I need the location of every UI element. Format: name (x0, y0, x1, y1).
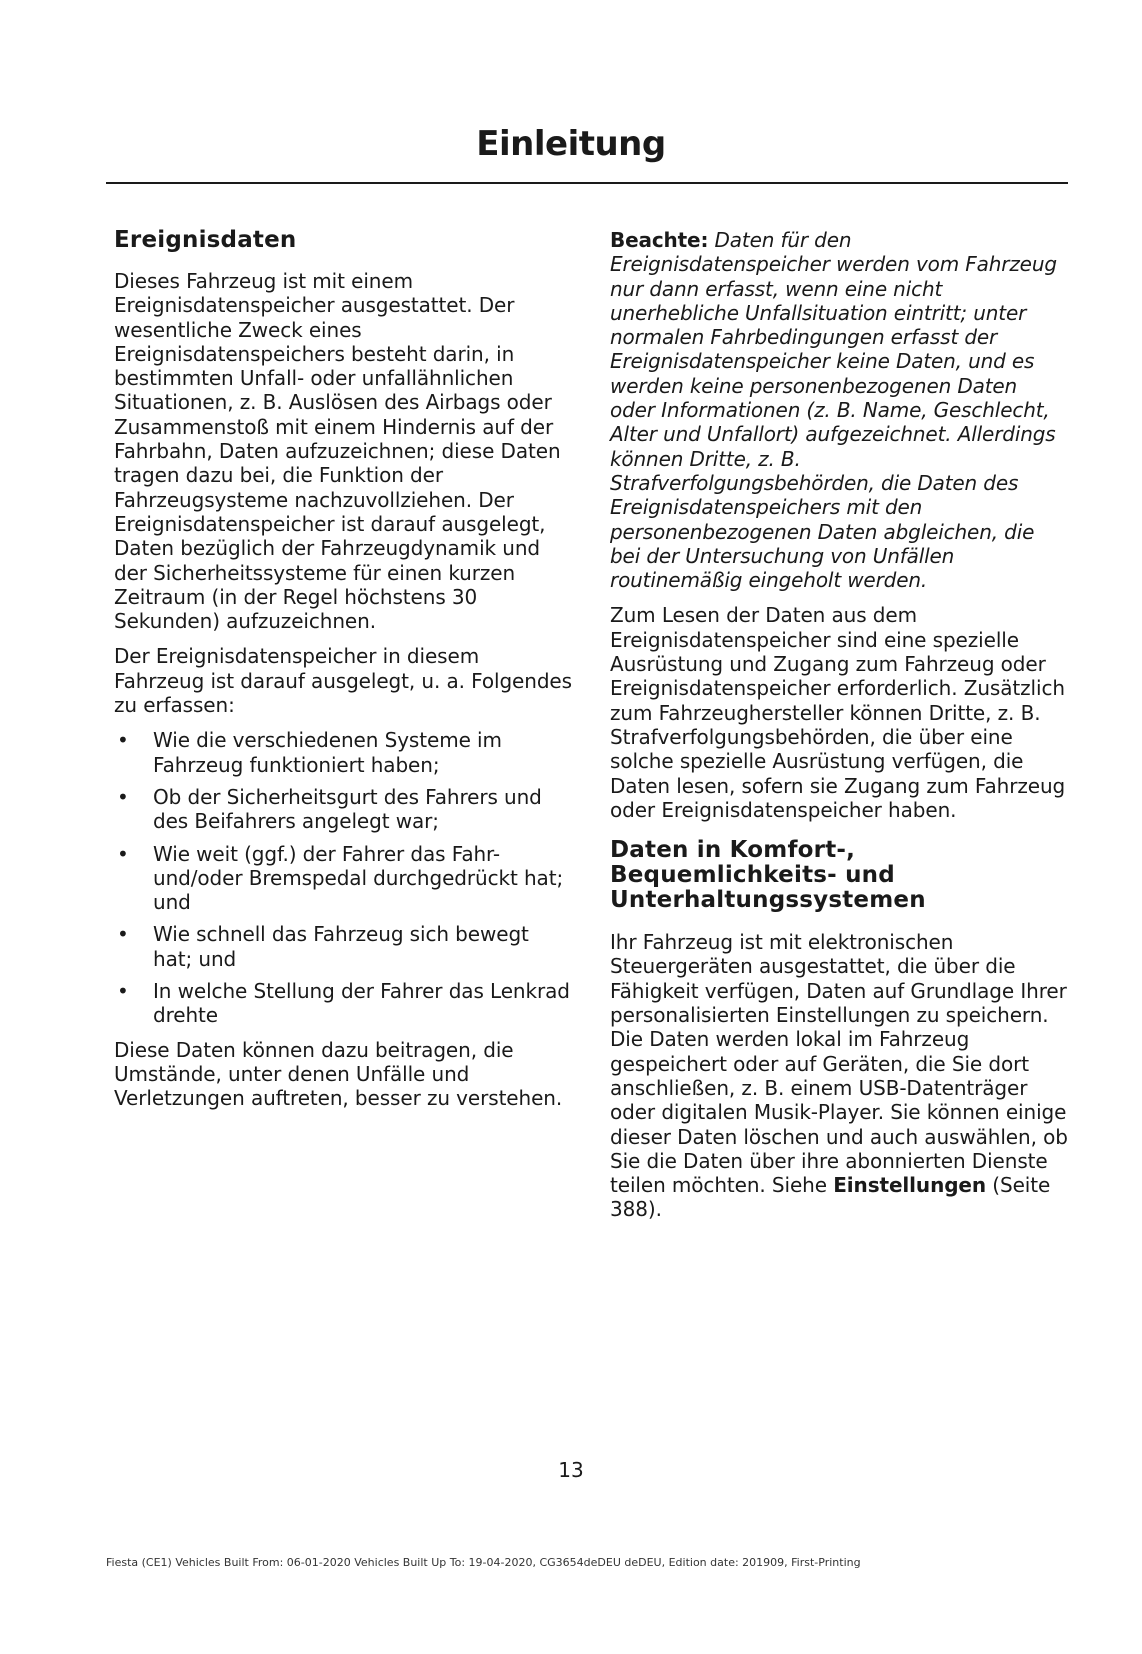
section-heading-komfort: Daten in Komfort-, Bequemlichkeits- und Unterhaltungssystemen (610, 837, 926, 914)
paragraph-intro: Dieses Fahrzeug ist mit einem Ereignisdatenspeicher ausgestattet. Der wesentliche Zweck eines Ereignisdatenspeichers besteht darin, in bestimmten Unfall- oder unfallähnlichen Situationen, z. B. Auslösen des Airbags oder Zusammenstoß mit einem Hindernis auf der Fahrbahn, Daten aufzuzeichnen; diese Daten tragen dazu bei, die Funktion der Fahrzeugsysteme nachzuvollziehen. Der Ereignisdatenspeicher ist darauf ausgelegt, Daten bezüglich der Fahrzeugdynamik und der Sicherheitssysteme für einen kurzen Zeitraum (in der Regel höchstens 30 Sekunden) aufzuzeichnen. (114, 269, 561, 634)
reference-page: (Seite 388). (610, 1173, 1051, 1222)
paragraph-data-access: Zum Lesen der Daten aus dem Ereignisdatenspeicher sind eine spezielle Ausrüstung und Zugang zum Fahrzeug oder Ereignisdatenspeicher erforderlich. Zusätzlich zum Fahrzeughersteller können Dritte, z. B. Strafverfolgungsbehörden, die über eine solche spezielle Ausrüstung verfügen, die Daten lesen, sofern sie Zugang zum Fahrzeug oder Ereignisdatenspeicher haben. (610, 603, 1066, 822)
bullet-icon: • (117, 784, 129, 809)
page-title: Einleitung (476, 124, 666, 164)
reference-link-einstellungen[interactable]: Einstellungen (833, 1173, 987, 1198)
note-text: Daten für den Ereignisdatenspeicher werden vom Fahrzeug nur dann erfasst, wenn eine nicht unerhebliche Unfallsituation eintritt; unter normalen Fahrbedingungen erfasst der Ereignisdatenspeicher keine Daten, und es werden keine personenbezogenen Daten oder Informationen (z. B. Name, Geschlecht, Alter und Unfallort) aufgezeichnet. Allerdings können Dritte, z. B. Strafverfolgungsbehörden, die Daten des Ereignisdatenspeichers mit den personenbezogenen Daten abgleichen, die bei der Untersuchung von Unfällen routinemäßig eingeholt werden. (610, 228, 1057, 593)
bullet-icon: • (117, 841, 129, 866)
paragraph-komfort-text: Ihr Fahrzeug ist mit elektronischen Steuergeräten ausgestattet, die über die Fähigkeit verfügen, Daten auf Grundlage Ihrer personalisierten Einstellungen zu speichern. Die Daten werden lokal im Fahrzeug gespeichert oder auf Geräten, die Sie dort anschließen, z. B. einem USB-Datenträger oder digitalen Musik-Player. Sie können einige dieser Daten löschen und auch auswählen, ob Sie die Daten über ihre abonnierten Dienste teilen möchten. Siehe (610, 930, 1068, 1198)
note-label: Beachte: (610, 228, 709, 252)
bullet-icon: • (117, 728, 129, 753)
page-number: 13 (558, 1458, 584, 1482)
left-column (114, 228, 574, 1122)
list-item (114, 979, 574, 1028)
list-item-text: Wie schnell das Fahrzeug sich bewegt hat; und (153, 922, 529, 971)
title-divider (106, 182, 1068, 184)
paragraph-list-intro: Der Ereignisdatenspeicher in diesem Fahrzeug ist darauf ausgelegt, u. a. Folgendes zu erfassen: (114, 644, 572, 718)
list-item (114, 922, 574, 971)
list-item-text: In welche Stellung der Fahrer das Lenkrad drehte (153, 979, 570, 1028)
list-item-text: Ob der Sicherheitsgurt des Fahrers und des Beifahrers angelegt war; (153, 784, 542, 834)
list-item (114, 842, 574, 915)
section-heading-ereignisdaten: Ereignisdaten (114, 227, 297, 253)
paragraph-conclusion: Diese Daten können dazu beitragen, die Umstände, unter denen Unfälle und Verletzungen auftreten, besser zu verstehen. (114, 1037, 563, 1111)
list-item-text: Wie weit (ggf.) der Fahrer das Fahr- und/oder Bremspedal durchgedrückt hat; und (153, 841, 564, 915)
right-column (610, 228, 1068, 1233)
list-item (114, 728, 574, 777)
paragraph-komfort (610, 930, 1068, 1222)
bullet-icon: • (117, 922, 129, 947)
list-item (114, 785, 574, 834)
list-item-text: Wie die verschiedenen Systeme im Fahrzeug funktioniert haben; (153, 728, 502, 777)
note-paragraph (610, 228, 1068, 592)
bullet-icon: • (117, 979, 129, 1004)
bullet-list (114, 728, 574, 1027)
footer-edition-info: Fiesta (CE1) Vehicles Built From: 06-01-2020 Vehicles Built Up To: 19-04-2020, CG3654deDEU deDEU, Edition date: 201909, First-Printing (106, 1556, 861, 1569)
